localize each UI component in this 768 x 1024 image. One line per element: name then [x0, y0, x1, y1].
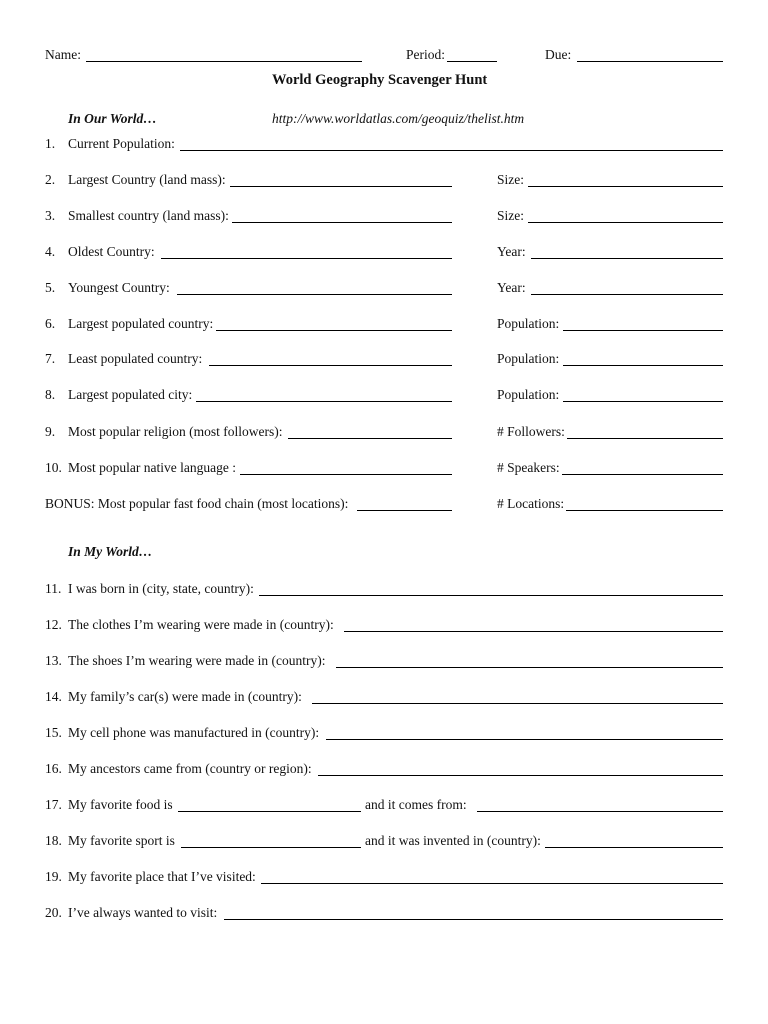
answer-field-right[interactable]	[567, 438, 723, 439]
item-number: 20.	[45, 905, 62, 920]
answer-field[interactable]	[318, 775, 723, 776]
reference-url: http://www.worldatlas.com/geoquiz/thelist.htm	[272, 111, 525, 126]
item-label: Largest populated country:	[68, 316, 214, 331]
item-number: 16.	[45, 761, 62, 776]
item-right-label: # Followers:	[497, 424, 565, 439]
item-label: My favorite sport is	[68, 833, 175, 848]
answer-field[interactable]	[326, 739, 723, 740]
answer-field-right[interactable]	[477, 811, 723, 812]
answer-field[interactable]	[232, 222, 452, 223]
answer-field[interactable]	[180, 150, 723, 151]
answer-field[interactable]	[357, 510, 452, 511]
item-number: 5.	[45, 280, 56, 295]
answer-field-right[interactable]	[531, 258, 723, 259]
item-label: I was born in (city, state, country):	[68, 581, 254, 596]
item-label: My favorite place that I’ve visited:	[68, 869, 256, 884]
item-number: 8.	[45, 387, 56, 402]
answer-field[interactable]	[261, 883, 723, 884]
item-right-label: # Speakers:	[497, 460, 560, 475]
page-title: World Geography Scavenger Hunt	[272, 72, 488, 88]
answer-field[interactable]	[259, 595, 723, 596]
item-label: Most popular native language :	[68, 460, 236, 475]
answer-field[interactable]	[336, 667, 723, 668]
section-heading-my-world: In My World…	[68, 544, 153, 559]
name-label: Name:	[45, 47, 81, 62]
item-label: Largest Country (land mass):	[68, 172, 226, 187]
name-field[interactable]	[86, 61, 362, 62]
item-label: My cell phone was manufactured in (country):	[68, 725, 320, 740]
item-right-label: Size:	[497, 208, 524, 223]
period-field[interactable]	[447, 61, 497, 62]
answer-field[interactable]	[288, 438, 452, 439]
item-label: Largest populated city:	[68, 387, 193, 402]
item-number: 14.	[45, 689, 62, 704]
item-number: 4.	[45, 244, 56, 259]
answer-field[interactable]	[224, 919, 723, 920]
item-number: 6.	[45, 316, 56, 331]
section-heading-our-world: In Our World…	[68, 111, 157, 126]
item-label: Current Population:	[68, 136, 175, 151]
item-number: 10.	[45, 460, 62, 475]
bonus-label: BONUS: Most popular fast food chain (most locations):	[45, 496, 349, 511]
item-label: My favorite food is	[68, 797, 173, 812]
item-right-label: Population:	[497, 351, 560, 366]
item-number: 18.	[45, 833, 62, 848]
item-label: I’ve always wanted to visit:	[68, 905, 218, 920]
answer-field[interactable]	[216, 330, 452, 331]
item-label: Smallest country (land mass):	[68, 208, 229, 223]
item-label: Oldest Country:	[68, 244, 155, 259]
item-right-label: Year:	[497, 244, 526, 259]
item-number: 9.	[45, 424, 56, 439]
answer-field[interactable]	[196, 401, 452, 402]
item-number: 1.	[45, 136, 56, 151]
item-right-label: Population:	[497, 387, 560, 402]
item-right-label: Population:	[497, 316, 560, 331]
item-label: Youngest Country:	[68, 280, 170, 295]
answer-field-right[interactable]	[531, 294, 723, 295]
item-number: 15.	[45, 725, 62, 740]
answer-field-right[interactable]	[563, 365, 723, 366]
item-mid-label: and it was invented in (country):	[365, 833, 541, 848]
answer-field-right[interactable]	[528, 186, 723, 187]
item-number: 19.	[45, 869, 62, 884]
item-number: 13.	[45, 653, 62, 668]
answer-field[interactable]	[344, 631, 723, 632]
item-right-label: Size:	[497, 172, 524, 187]
answer-field[interactable]	[230, 186, 452, 187]
item-label: The shoes I’m wearing were made in (country):	[68, 653, 326, 668]
item-number: 11.	[45, 581, 62, 596]
item-mid-label: and it comes from:	[365, 797, 467, 812]
answer-field-right[interactable]	[566, 510, 723, 511]
answer-field-right[interactable]	[528, 222, 723, 223]
answer-field[interactable]	[177, 294, 452, 295]
period-label: Period:	[406, 47, 445, 62]
answer-field[interactable]	[240, 474, 452, 475]
item-number: 12.	[45, 617, 62, 632]
item-right-label: # Locations:	[497, 496, 565, 511]
item-label: The clothes I’m wearing were made in (country):	[68, 617, 334, 632]
answer-field-right[interactable]	[545, 847, 723, 848]
answer-field-right[interactable]	[563, 401, 723, 402]
item-label: My ancestors came from (country or region):	[68, 761, 312, 776]
item-number: 2.	[45, 172, 56, 187]
item-label: Least populated country:	[68, 351, 203, 366]
answer-field-right[interactable]	[563, 330, 723, 331]
answer-field-right[interactable]	[562, 474, 723, 475]
answer-field[interactable]	[181, 847, 361, 848]
item-number: 3.	[45, 208, 56, 223]
item-label: Most popular religion (most followers):	[68, 424, 283, 439]
item-number: 7.	[45, 351, 56, 366]
item-right-label: Year:	[497, 280, 526, 295]
answer-field[interactable]	[178, 811, 361, 812]
answer-field[interactable]	[161, 258, 452, 259]
item-number: 17.	[45, 797, 62, 812]
due-label: Due:	[545, 47, 572, 62]
due-field[interactable]	[577, 61, 723, 62]
answer-field[interactable]	[209, 365, 452, 366]
answer-field[interactable]	[312, 703, 723, 704]
item-label: My family’s car(s) were made in (country):	[68, 689, 302, 704]
